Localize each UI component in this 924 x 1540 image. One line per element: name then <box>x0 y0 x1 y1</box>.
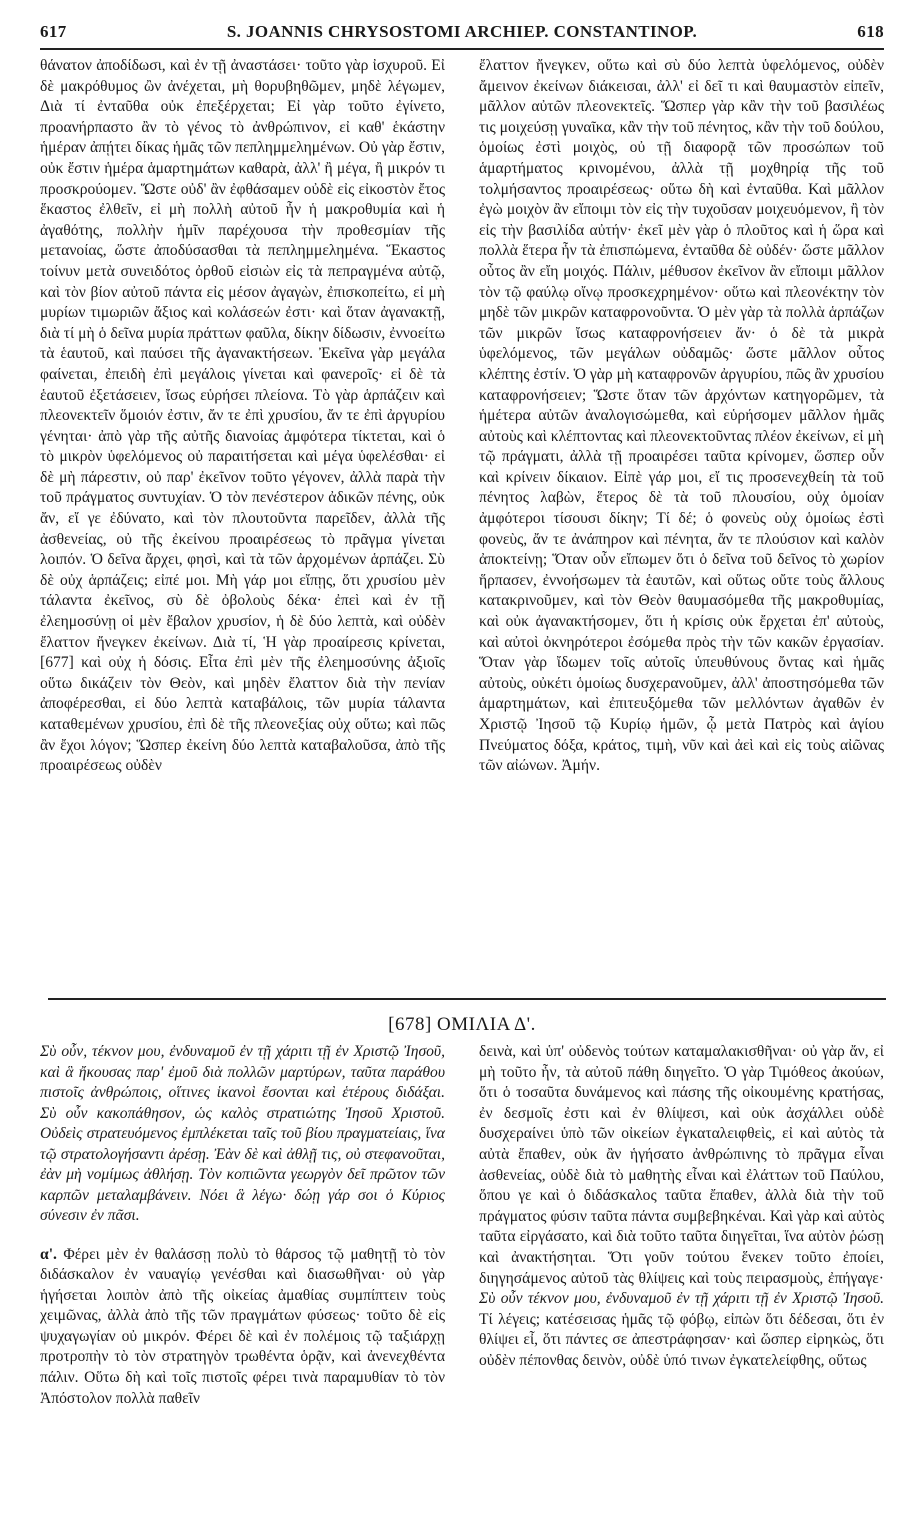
scripture-lemma: Σὺ οὖν, τέκνον μου, ἐνδυναμοῦ ἐν τῇ χάριτι τῇ ἐν Χριστῷ Ἰησοῦ, καὶ ἃ ἤκουσας παρ' ἐμοῦ διὰ πολλῶν μαρτύρων, ταῦτα παράθου πιστοῖς ἀνθρώποις, οἵτινες ἱκανοὶ ἔσονται καὶ ἑτέρους διδάξαι. Σὺ οὖν κακοπάθησον, ὡς καλὸς στρατιώτης Ἰησοῦ Χριστοῦ. Οὐδεὶς στρατευόμενος ἐμπλέκεται ταῖς τοῦ βίου πραγματείαις, ἵνα τῷ στρατολογήσαντι ἀρέσῃ. Ἐὰν δὲ καὶ ἀθλῇ τις, οὐ στεφανοῦται, ἐὰν μὴ νομίμως ἀθλήσῃ. Τὸν κοπιῶντα γεωργὸν δεῖ πρῶτον τῶν καρπῶν μεταλαμβάνειν. Νόει ἃ λέγω· δώῃ γάρ σοι ὁ Κύριος σύνεσιν ἐν πᾶσι. <box>40 1043 445 1224</box>
homily-two-column-text <box>40 1042 884 1512</box>
running-header <box>40 14 884 50</box>
section-marker: α'. <box>40 1245 57 1263</box>
left-page-number: 617 <box>40 22 67 41</box>
section-divider <box>48 998 886 1000</box>
homily-right-body: δεινὰ, καὶ ὑπ' οὐδενὸς τούτων καταμαλακισθῆναι· οὐ γὰρ ἄν, εἰ μὴ τοῦτο ἦν, τὰ αὐτοῦ πάθη διηγεῖτο. Ὁ γὰρ Τιμόθεος ἀκούων, ὅτι ὁ τοσαῦτα δυνάμενος καὶ πάσης τῆς οἰκουμένης κρατήσας, ἐν δεσμοῖς ἐστι καὶ ἐν θλίψεσι, καὶ οὐκ ἀσχάλλει οὐδὲ δυσχεραίνει ὑπὸ τῶν οἰκείων ἐγκαταλειφθεὶς, εἰ καὶ αὐτὸς τὰ αὐτὰ ἔπαθεν, οὐκ ἂν ἡγήσατο ἀνθρώπινης τὸ πρᾶγμα εἶναι ἀσθενείας, οὐδὲ διὰ τὸ μαθητὴς εἶναι καὶ ἐλάττων τοῦ Παύλου, ὅπου γε καὶ ὁ διδάσκαλος ταῦτα ἔπαθεν, ἀλλὰ διὰ τὴν τοῦ πράγματος φύσιν ταῦτα πάντα συμβεβηκέναι. Καὶ γὰρ καὶ αὐτὸς ταῦτα εἰργάσατο, καὶ διὰ τοῦτο ταῦτα διηγεῖται, ἵνα αὐτὸν ῥώσῃ καὶ ἀνακτήσηται. Ὅτι γοῦν τούτου ἕνεκεν τοῦτο ἐποίει, διηγησάμενος αὐτοῦ τὰς θλίψεις καὶ τοὺς πειρασμοὺς, ἐπήγαγε· <box>479 1043 884 1287</box>
right-column-text: ἔλαττον ἤνεγκεν, οὕτω καὶ σὺ δύο λεπτὰ ὑφελόμενος, οὐδὲν ἄμεινον ἐκείνων διάκεισαι, ἀλλ' εἰ δεῖ τι καὶ θαυμαστὸν εἰπεῖν, μᾶλλον αὐτῶν πλεονεκτεῖς. Ὥσπερ γὰρ κἂν τὴν τοῦ βασιλέως τις μοιχεύσῃ γυναῖκα, κἂν τὴν τοῦ πένητος, κἂν τὴν τοῦ δούλου, ὁμοίως ἐστὶ μοιχὸς, οὐ τῇ διαφορᾷ τῶν προσώπων τοῦ ἁμαρτήματος κρινομένου, ἀλλὰ τῇ μοχθηρίᾳ τῆς τοῦ τολμήσαντος προαιρέσεως· οὕτω δὴ καὶ ἐνταῦθα. Καὶ μᾶλλον ἐγὼ μοιχὸν ἂν εἴποιμι τὸν εἰς τὴν τυχοῦσαν μοιχευόμενον, ἢ τὸν εἰς τὴν βασιλίδα αὐτήν· ἐκεῖ μὲν γὰρ ὁ πλοῦτος καὶ ἡ ὥρα καὶ πολλὰ ἕτερα ἦν τὰ ἐπισπώμενα, ἐνταῦθα δὲ οὐδέν· ὥστε μᾶλλον οὗτος ἂν εἴη μοιχός. Πάλιν, μέθυσον ἐκεῖνον ἂν εἴποιμι μᾶλλον τὸν τῷ φαύλῳ οἴνῳ προσκεχρημένον· οὕτω καὶ πλεονέκτην τὸν μηδὲ τῶν μικρῶν καταφρονοῦντα. Ὁ μὲν γὰρ τὰ πολλὰ ἁρπάζων τῶν μικρῶν ἴσως καταφρονήσειεν ἄν· ὁ δὲ τὰ μικρὰ ὑφελόμενος, τῶν μεγάλων οὐδαμῶς· ὥστε μᾶλλον οὗτος κλέπτης ἐστίν. Ὁ γὰρ μὴ καταφρονῶν ἀργυρίου, πῶς ἂν χρυσίου καταφρονήσειεν; Ὥστε ὅταν τῶν ἀρχόντων κατηγορῶμεν, τὰ ἡμέτερα αὐτῶν ἀναλογισώμεθα, καὶ εὑρήσομεν μᾶλλον ἡμᾶς αὐτοὺς καὶ κλέπτοντας καὶ πλεονεκτοῦντας πλέον ἐκείνων, εἰ μὴ τῷ πράγματι, ἀλλὰ τῇ προαιρέσει ταῦτα κρίνομεν, ὥσπερ οὖν καὶ κρίνειν δίκαιον. Εἰπὲ γάρ μοι, εἴ τις προσενεχθείη τὰ τοῦ πένητος λαβὼν, ἕτερος δὲ τὰ τοῦ πλουσίου, οὐχ ὁμοίαν ἀμφότεροι τίσουσι δίκην; Τί δέ; ὁ φονεὺς οὐχ ὁμοίως ἐστὶ φονεὺς, ἄν τε ἀνάπηρον καὶ πένητα, ἄν τε πλούσιον καὶ καλὸν ἀποκτείνῃ; Ὅταν οὖν εἴπωμεν ὅτι ὁ δεῖνα τοῦ δεῖνος τὸ χωρίον ἥρπασεν, ἐννοήσωμεν τὰ ἑαυτῶν, καὶ οὕτως οὔτε τοὺς ἄλλους κατακρινοῦμεν, καὶ τὸν Θεὸν θαυμασόμεθα τῆς μακροθυμίας, καὶ οὐκ ἀγανακτήσομεν, ὅτι ἡ κρίσις οὐκ ἔρχεται ἐπ' αὐτοὺς, καὶ αὐτοὶ ὀκνηρότεροι ἐσόμεθα πρὸς τὴν τῶν κακῶν ἐργασίαν. Ὅταν γὰρ ἴδωμεν τοῖς αὐτοῖς ὑπευθύνους ὄντας καὶ ἡμᾶς αὐτοὺς, οὐκέτι ὁμοίως δυσχερανοῦμεν, ἀλλ' ἀποστησόμεθα τῶν ἁμαρτημάτων, καὶ ἐπιτευξόμεθα τῶν μελλόντων ἀγαθῶν ἐν Χριστῷ Ἰησοῦ τῷ Κυρίῳ ἡμῶν, ᾧ μετὰ Πατρὸς καὶ ἁγίου Πνεύματος δόξα, κράτος, τιμὴ, νῦν καὶ ἀεὶ καὶ εἰς τοὺς αἰῶνας τῶν αἰώνων. Ἀμήν. <box>479 57 884 775</box>
homily-right-paragraph <box>479 1042 884 1372</box>
left-column-text: θάνατον ἀποδίδωσι, καὶ ἐν τῇ ἀναστάσει· τοῦτο γὰρ ἰσχυροῦ. Εἰ δὲ μακρόθυμος ὢν ἀνέχεται, μὴ θορυβηθῶμεν, μηδὲ λέγωμεν, Διὰ τί ἐνταῦθα οὐκ ἐπεξέρχεται; Εἰ γὰρ τοῦτο ἐγίνετο, προανήρπαστο ἂν τὸ γένος τὸ ἀνθρώπινον, εἰ καθ' ἑκάστην ἡμέραν ἀπῄτει δίκας ἡμᾶς τῶν πεπλημμελημένων. Οὐ γὰρ ἔστιν, οὐκ ἔστιν ἡμέρα ἁμαρτημάτων καθαρὰ, ἀλλ' ἢ μέγα, ἢ μικρόν τι προσκρούομεν. Ὥστε οὐδ' ἂν ἐφθάσαμεν οὐδὲ εἰς εἰκοστὸν ἔτος ἕκαστος ἐλθεῖν, εἰ μὴ πολλὴ αὐτοῦ ἦν ἡ μακροθυμία καὶ ἡ ἀγαθότης, πολλὴν ἡμῖν παρέχουσα τὴν προθεσμίαν τῆς μετανοίας, ὥστε ἀποδύσασθαι τὰ πεπλημμελημένα. Ἕκαστος τοίνυν μετὰ συνειδότος ὀρθοῦ εἰσιὼν εἰς τὰ πεπραγμένα αὐτῷ, καὶ τὸν βίον αὐτοῦ πάντα εἰς μέσον ἀγαγὼν, ἐπισκοπείτω, εἰ μὴ μυρίων τιμωριῶν ἄξιος καὶ κολάσεών ἐστι· καὶ ὅταν ἀγανακτῇ, διὰ τί μὴ ὁ δεῖνα μυρία πράττων φαῦλα, δίκην δίδωσιν, ἐννοείτω τὰ ἑαυτοῦ, καὶ παύσει τῆς ἀγανακτήσεων. Ἐκεῖνα γὰρ μεγάλα φαίνεται, ἐπειδὴ ἐπὶ μεγάλοις γίνεται καὶ φανεροῖς· εἰ δὲ τὰ ἑαυτοῦ ἐξετάσειεν, ἴσως εὑρήσει πλείονα. Τὸ γὰρ ἁρπάζειν καὶ πλεονεκτεῖν ὅμοιόν ἐστιν, ἄν τε ἐπὶ χρυσίου, ἄν τε ἐπὶ ἀργυρίου γένηται· ἀπὸ γὰρ τῆς αὐτῆς διανοίας ἀμφότερα τίκτεται, καὶ ὁ τὸ μικρὸν ὑφελόμενος οὐ παραιτήσεται καὶ μέγα ὑφελέσθαι· εἰ δὲ μὴ πάρεστιν, οὐ παρ' ἐκεῖνον τοῦτο γέγονεν, ἀλλὰ παρὰ τὴν τοῦ πράγματος συντυχίαν. Ὁ τὸν πενέστερον ἀδικῶν πένης, οὐκ ἄν, εἴ γε ἐδύνατο, καὶ τὸν πλουτοῦντα παρεῖδεν, ἀλλὰ τῆς ἀσθενείας, οὐ τῆς ἐκείνου προαιρέσεως τὸ πρᾶγμα γίνεται λοιπόν. Ὁ δεῖνα ἄρχει, φησὶ, καὶ τὰ τῶν ἀρχομένων ἁρπάζει. Σὺ δὲ οὐχ ἁρπάζεις; εἰπέ μοι. Μὴ γάρ μοι εἴπῃς, ὅτι χρυσίου μὲν τάλαντα ἐκεῖνος, σὺ δὲ ὀβολοὺς δέκα· ἐπεὶ καὶ ἐν τῇ ἐλεημοσύνῃ οἱ μὲν ἔβαλον χρυσίον, ἡ δὲ δύο λεπτὰ, καὶ οὐδὲν ἔλαττον ἤνεγκεν ἐκείνων. Διὰ τί, Ἡ γὰρ προαίρεσις κρίνεται, [677] καὶ οὐχ ἡ δόσις. Εἶτα ἐπὶ μὲν τῆς ἐλεημοσύνης ἀξιοῖς οὕτω δικάζειν τὸν Θεὸν, καὶ μηδὲν ἔλαττον διὰ τὴν πενίαν ἀποφέρεσθαι, εἰ δύο λεπτὰ καταβάλοις, τῶν μυρία τάλαντα καταθεμένων χρυσίου, ἐπὶ δὲ τῆς πλεονεξίας οὐχ οὕτω; καὶ πῶς ἂν ἔχοι λόγον; Ὥσπερ ἐκείνη δύο λεπτὰ καταβαλοῦσα, ἀπὸ τῆς προαιρέσεως οὐδὲν <box>40 57 445 775</box>
homily-right-column <box>479 1042 884 1512</box>
inline-scripture-quote: Σὺ οὖν τέκνον μου, ἐνδυναμοῦ ἐν τῇ χάριτι τῇ ἐν Χριστῷ Ἰησοῦ. <box>479 1290 884 1308</box>
right-page-number: 618 <box>857 22 884 41</box>
top-two-column-text <box>40 56 884 988</box>
left-column <box>40 56 445 988</box>
homily-left-body: Φέρει μὲν ἐν θαλάσσῃ πολὺ τὸ θάρσος τῷ μαθητῇ τὸ τὸν διδάσκαλον ἐν ναυαγίῳ γενέσθαι καὶ διασωθῆναι· οὐ γὰρ ἡγήσεται λοιπὸν ἀπὸ τῆς οἰκείας ἀμαθίας συμπίπτειν τοὺς χειμῶνας, ἀλλὰ ἀπὸ τῆς τῶν πραγμάτων φύσεως· τοῦτο δὲ εἰς ψυχαγωγίαν οὐ μικρόν. Φέρει δὲ καὶ ἐν πολέμοις τῷ ταξιάρχῃ προτροπὴν τὸ τὸν στρατηγὸν τρωθέντα ὁρᾷν, καὶ ἀνενεχθέντα πάλιν. Οὕτω δὴ καὶ τοῖς πιστοῖς φέρει τινὰ παραμυθίαν τὸ τὸν Ἀπόστολον πολλὰ παθεῖν <box>40 1245 445 1407</box>
paragraph-gap <box>40 1227 445 1245</box>
running-title: S. JOANNIS CHRYSOSTOMI ARCHIEP. CONSTANTINOP. <box>226 22 698 41</box>
homily-right-body-end: Τί λέγεις; κατέσεισας ἡμᾶς τῷ φόβῳ, εἰπὼν ὅτι δέδεσαι, ὅτι ἐν θλίψει εἶ, ὅτι πάντες σε ἀπεστράφησαν· καὶ ὥσπερ εἰρηκὼς, ὅτι οὐδὲν πέπονθας δεινὸν, οὐδὲ ὑπό τινων ἐγκατελείφθης, οὕτως <box>479 1310 884 1369</box>
homily-title: [678] ΟΜΙΛΙΑ Δ'. <box>388 1014 536 1035</box>
homily-left-paragraph <box>40 1245 445 1410</box>
right-column <box>479 56 884 988</box>
homily-left-column <box>40 1042 445 1512</box>
